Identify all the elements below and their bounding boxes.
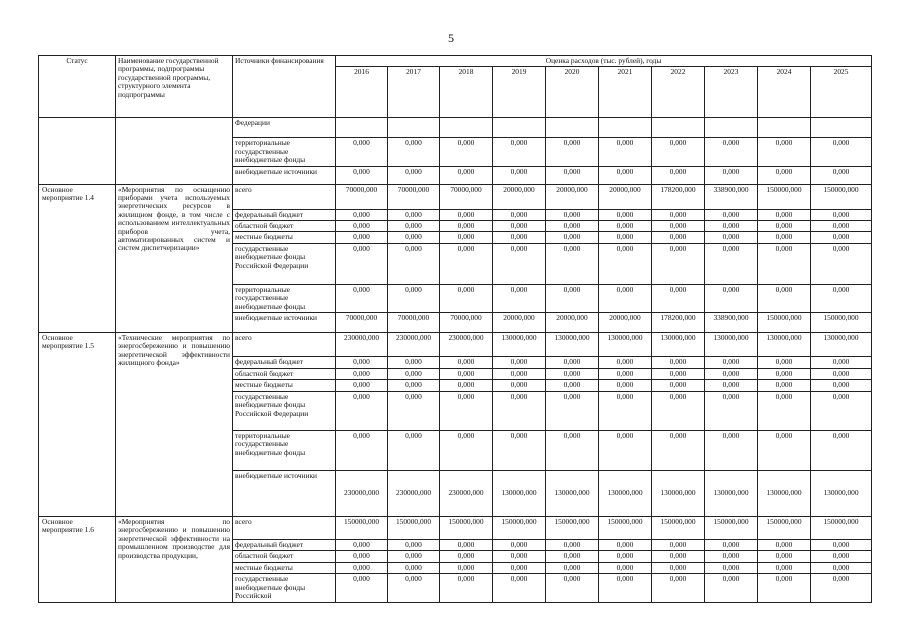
value-cell: 0,000 <box>493 391 546 430</box>
value-cell: 0,000 <box>758 221 811 232</box>
value-cell: 0,000 <box>388 243 440 284</box>
value-cell: 0,000 <box>758 209 811 220</box>
value-cell: 0,000 <box>546 562 599 573</box>
value-cell: 130000,000 <box>705 333 758 357</box>
value-cell <box>546 118 599 138</box>
value-cell: 0,000 <box>811 562 872 573</box>
value-cell: 0,000 <box>705 391 758 430</box>
value-cell <box>652 118 705 138</box>
value-cell: 0,000 <box>440 380 493 391</box>
value-cell: 20000,000 <box>546 313 599 333</box>
value-cell: 0,000 <box>758 574 811 603</box>
value-cell: 0,000 <box>493 232 546 243</box>
expenses-table <box>38 55 872 603</box>
value-cell: 0,000 <box>811 138 872 166</box>
source-label: федеральный бюджет <box>233 209 336 220</box>
name-cell: «Технические мероприятия по энергосбережению и повышению энергетической эффективности жилищного фонда» <box>116 333 233 517</box>
value-cell: 20000,000 <box>599 184 652 209</box>
value-cell: 0,000 <box>336 574 388 603</box>
value-cell: 0,000 <box>599 166 652 184</box>
source-label: внебюджетные источники <box>233 470 336 516</box>
value-cell: 0,000 <box>440 166 493 184</box>
value-cell: 0,000 <box>599 562 652 573</box>
value-cell: 0,000 <box>599 391 652 430</box>
value-cell: 0,000 <box>546 574 599 603</box>
value-cell: 20000,000 <box>546 184 599 209</box>
value-cell: 0,000 <box>336 166 388 184</box>
value-cell: 130000,000 <box>493 470 546 516</box>
value-cell: 0,000 <box>811 209 872 220</box>
header-status: Статус <box>39 56 116 118</box>
value-cell: 0,000 <box>811 574 872 603</box>
value-cell: 0,000 <box>493 551 546 562</box>
value-cell: 20000,000 <box>599 313 652 333</box>
source-label: всего <box>233 333 336 357</box>
value-cell: 230000,000 <box>388 470 440 516</box>
value-cell: 0,000 <box>493 369 546 380</box>
table-row <box>39 184 872 209</box>
source-label: всего <box>233 516 336 539</box>
value-cell <box>440 118 493 138</box>
header-year: 2019 <box>493 67 546 118</box>
value-cell: 0,000 <box>705 243 758 284</box>
value-cell: 0,000 <box>705 430 758 470</box>
value-cell: 0,000 <box>440 138 493 166</box>
value-cell: 0,000 <box>758 369 811 380</box>
value-cell: 0,000 <box>811 380 872 391</box>
value-cell: 0,000 <box>599 243 652 284</box>
status-cell: Основное мероприятие 1.5 <box>39 333 116 517</box>
value-cell: 0,000 <box>758 357 811 369</box>
header-year: 2023 <box>705 67 758 118</box>
source-label: областной бюджет <box>233 221 336 232</box>
value-cell: 0,000 <box>388 551 440 562</box>
value-cell: 0,000 <box>546 209 599 220</box>
value-cell: 130000,000 <box>546 470 599 516</box>
value-cell: 0,000 <box>546 551 599 562</box>
value-cell: 0,000 <box>336 138 388 166</box>
value-cell: 0,000 <box>546 539 599 550</box>
source-label: территориальные государственные внебюджетные фонды <box>233 284 336 312</box>
value-cell: 0,000 <box>546 430 599 470</box>
value-cell: 0,000 <box>758 391 811 430</box>
value-cell: 0,000 <box>546 232 599 243</box>
value-cell: 130000,000 <box>599 470 652 516</box>
status-cell: Основное мероприятие 1.6 <box>39 516 116 602</box>
value-cell: 20000,000 <box>493 313 546 333</box>
value-cell: 20000,000 <box>493 184 546 209</box>
value-cell: 0,000 <box>440 232 493 243</box>
value-cell: 0,000 <box>652 221 705 232</box>
value-cell: 0,000 <box>599 574 652 603</box>
value-cell: 70000,000 <box>440 184 493 209</box>
source-label: местные бюджеты <box>233 380 336 391</box>
value-cell: 150000,000 <box>811 184 872 209</box>
value-cell: 0,000 <box>388 391 440 430</box>
source-label: областной бюджет <box>233 369 336 380</box>
value-cell: 0,000 <box>336 284 388 312</box>
value-cell: 0,000 <box>811 391 872 430</box>
value-cell: 0,000 <box>811 166 872 184</box>
source-label: государственные внебюджетные фонды Российской Федерации <box>233 243 336 284</box>
value-cell: 130000,000 <box>811 333 872 357</box>
value-cell: 0,000 <box>440 284 493 312</box>
table-row <box>39 516 872 539</box>
value-cell: 0,000 <box>388 166 440 184</box>
value-cell: 70000,000 <box>388 313 440 333</box>
name-cell: «Мероприятия по энергосбережению и повышению энергетической эффективности на промышленном производстве для производства продукции, <box>116 516 233 602</box>
value-cell: 0,000 <box>599 380 652 391</box>
value-cell: 178200,000 <box>652 313 705 333</box>
value-cell: 0,000 <box>336 539 388 550</box>
value-cell: 0,000 <box>493 539 546 550</box>
source-label: всего <box>233 184 336 209</box>
value-cell: 130000,000 <box>493 333 546 357</box>
value-cell: 0,000 <box>652 551 705 562</box>
value-cell: 150000,000 <box>440 516 493 539</box>
value-cell: 0,000 <box>546 166 599 184</box>
value-cell: 0,000 <box>493 380 546 391</box>
value-cell: 0,000 <box>705 562 758 573</box>
value-cell: 150000,000 <box>599 516 652 539</box>
value-cell: 0,000 <box>599 221 652 232</box>
value-cell: 230000,000 <box>388 333 440 357</box>
value-cell: 0,000 <box>440 539 493 550</box>
value-cell: 0,000 <box>493 574 546 603</box>
source-label: территориальные государственные внебюджетные фонды <box>233 430 336 470</box>
value-cell: 0,000 <box>652 369 705 380</box>
value-cell: 0,000 <box>336 369 388 380</box>
value-cell: 130000,000 <box>599 333 652 357</box>
value-cell: 0,000 <box>599 209 652 220</box>
value-cell: 150000,000 <box>652 516 705 539</box>
value-cell: 0,000 <box>493 209 546 220</box>
value-cell: 0,000 <box>388 574 440 603</box>
table-row <box>39 118 872 138</box>
value-cell: 0,000 <box>758 138 811 166</box>
value-cell: 130000,000 <box>705 470 758 516</box>
value-cell: 0,000 <box>811 232 872 243</box>
header-year: 2022 <box>652 67 705 118</box>
source-label: областной бюджет <box>233 551 336 562</box>
value-cell: 130000,000 <box>758 333 811 357</box>
value-cell: 178200,000 <box>652 184 705 209</box>
value-cell: 0,000 <box>705 369 758 380</box>
value-cell: 230000,000 <box>440 333 493 357</box>
value-cell: 0,000 <box>811 539 872 550</box>
header-estimate: Оценка расходов (тыс. рублей), годы <box>336 56 872 67</box>
value-cell: 0,000 <box>336 232 388 243</box>
value-cell: 0,000 <box>599 369 652 380</box>
value-cell: 0,000 <box>440 221 493 232</box>
value-cell: 0,000 <box>440 430 493 470</box>
header-year: 2025 <box>811 67 872 118</box>
header-year: 2021 <box>599 67 652 118</box>
value-cell: 70000,000 <box>336 313 388 333</box>
value-cell: 0,000 <box>652 380 705 391</box>
value-cell: 0,000 <box>493 357 546 369</box>
value-cell: 0,000 <box>599 138 652 166</box>
value-cell: 150000,000 <box>811 516 872 539</box>
value-cell: 0,000 <box>652 209 705 220</box>
name-cell: «Мероприятия по оснащению приборами учета используемых энергетических ресурсов в жилищном фонде, в том числе с использованием интеллектуальных приборов учета, автоматизированных систем и систем диспетчеризации» <box>116 184 233 332</box>
value-cell: 0,000 <box>652 562 705 573</box>
name-cell <box>116 118 233 184</box>
header-row <box>39 56 872 67</box>
value-cell: 150000,000 <box>758 184 811 209</box>
header-year: 2016 <box>336 67 388 118</box>
value-cell: 230000,000 <box>440 470 493 516</box>
value-cell: 0,000 <box>336 430 388 470</box>
value-cell: 150000,000 <box>336 516 388 539</box>
value-cell: 130000,000 <box>811 470 872 516</box>
value-cell: 0,000 <box>758 284 811 312</box>
value-cell: 0,000 <box>388 369 440 380</box>
status-cell <box>39 118 116 184</box>
value-cell: 0,000 <box>705 551 758 562</box>
value-cell: 0,000 <box>811 551 872 562</box>
value-cell: 0,000 <box>440 209 493 220</box>
value-cell: 0,000 <box>546 284 599 312</box>
header-year: 2018 <box>440 67 493 118</box>
value-cell <box>811 118 872 138</box>
value-cell: 0,000 <box>652 357 705 369</box>
value-cell: 0,000 <box>440 357 493 369</box>
value-cell: 150000,000 <box>811 313 872 333</box>
value-cell: 0,000 <box>388 209 440 220</box>
value-cell: 0,000 <box>652 138 705 166</box>
value-cell: 0,000 <box>493 138 546 166</box>
value-cell: 0,000 <box>388 357 440 369</box>
value-cell: 0,000 <box>493 243 546 284</box>
value-cell: 0,000 <box>758 166 811 184</box>
value-cell: 0,000 <box>493 430 546 470</box>
value-cell: 0,000 <box>758 380 811 391</box>
value-cell: 0,000 <box>546 369 599 380</box>
value-cell: 0,000 <box>705 357 758 369</box>
value-cell: 0,000 <box>652 574 705 603</box>
value-cell: 0,000 <box>811 221 872 232</box>
source-label: Федерации <box>233 118 336 138</box>
value-cell: 0,000 <box>440 551 493 562</box>
source-label: федеральный бюджет <box>233 539 336 550</box>
value-cell: 0,000 <box>758 430 811 470</box>
value-cell: 0,000 <box>599 357 652 369</box>
value-cell: 0,000 <box>388 232 440 243</box>
source-label: территориальные государственные внебюджетные фонды <box>233 138 336 166</box>
value-cell: 0,000 <box>811 243 872 284</box>
table-body <box>39 56 872 603</box>
value-cell: 0,000 <box>758 551 811 562</box>
value-cell: 0,000 <box>388 430 440 470</box>
value-cell: 230000,000 <box>336 333 388 357</box>
value-cell: 0,000 <box>758 232 811 243</box>
source-label: федеральный бюджет <box>233 357 336 369</box>
value-cell: 0,000 <box>440 391 493 430</box>
value-cell: 0,000 <box>599 539 652 550</box>
value-cell: 0,000 <box>705 539 758 550</box>
value-cell: 0,000 <box>336 551 388 562</box>
header-year: 2020 <box>546 67 599 118</box>
value-cell: 0,000 <box>652 166 705 184</box>
value-cell: 0,000 <box>493 284 546 312</box>
value-cell: 70000,000 <box>388 184 440 209</box>
header-year: 2024 <box>758 67 811 118</box>
value-cell: 0,000 <box>705 138 758 166</box>
value-cell: 0,000 <box>388 138 440 166</box>
value-cell: 0,000 <box>336 209 388 220</box>
source-label: местные бюджеты <box>233 232 336 243</box>
value-cell: 150000,000 <box>758 313 811 333</box>
value-cell: 0,000 <box>546 243 599 284</box>
value-cell: 0,000 <box>440 574 493 603</box>
header-sources: Источники финансирования <box>233 56 336 118</box>
value-cell: 0,000 <box>758 243 811 284</box>
value-cell: 0,000 <box>493 166 546 184</box>
value-cell: 150000,000 <box>493 516 546 539</box>
value-cell: 0,000 <box>336 380 388 391</box>
page-number: 5 <box>448 31 454 45</box>
value-cell: 0,000 <box>388 539 440 550</box>
header-year: 2017 <box>388 67 440 118</box>
source-label: государственные внебюджетные фонды Российской Федерации <box>233 391 336 430</box>
value-cell: 0,000 <box>440 369 493 380</box>
value-cell: 0,000 <box>705 574 758 603</box>
value-cell <box>336 118 388 138</box>
value-cell <box>388 118 440 138</box>
value-cell: 0,000 <box>388 380 440 391</box>
value-cell: 338900,000 <box>705 184 758 209</box>
value-cell: 0,000 <box>336 243 388 284</box>
status-cell: Основное мероприятие 1.4 <box>39 184 116 332</box>
value-cell: 0,000 <box>652 430 705 470</box>
value-cell <box>705 118 758 138</box>
value-cell: 0,000 <box>599 284 652 312</box>
source-label: государственные внебюджетные фонды Российской <box>233 574 336 603</box>
value-cell: 0,000 <box>599 232 652 243</box>
value-cell: 0,000 <box>546 221 599 232</box>
value-cell: 0,000 <box>493 221 546 232</box>
value-cell: 70000,000 <box>440 313 493 333</box>
value-cell: 0,000 <box>811 357 872 369</box>
value-cell: 0,000 <box>546 138 599 166</box>
value-cell: 0,000 <box>652 539 705 550</box>
value-cell: 150000,000 <box>705 516 758 539</box>
value-cell: 0,000 <box>336 391 388 430</box>
value-cell: 130000,000 <box>652 470 705 516</box>
value-cell: 0,000 <box>546 391 599 430</box>
value-cell: 70000,000 <box>336 184 388 209</box>
value-cell: 0,000 <box>652 391 705 430</box>
value-cell: 0,000 <box>652 243 705 284</box>
value-cell: 150000,000 <box>388 516 440 539</box>
value-cell: 0,000 <box>705 232 758 243</box>
value-cell <box>758 118 811 138</box>
value-cell: 0,000 <box>652 284 705 312</box>
value-cell: 0,000 <box>705 209 758 220</box>
source-label: внебюджетные источники <box>233 166 336 184</box>
value-cell: 0,000 <box>546 357 599 369</box>
value-cell: 0,000 <box>388 562 440 573</box>
value-cell: 0,000 <box>705 380 758 391</box>
value-cell: 0,000 <box>440 562 493 573</box>
value-cell: 0,000 <box>705 166 758 184</box>
value-cell: 0,000 <box>493 562 546 573</box>
value-cell: 130000,000 <box>652 333 705 357</box>
value-cell <box>599 118 652 138</box>
value-cell: 0,000 <box>336 562 388 573</box>
value-cell: 0,000 <box>811 284 872 312</box>
value-cell: 150000,000 <box>758 516 811 539</box>
value-cell: 0,000 <box>811 369 872 380</box>
value-cell: 0,000 <box>652 232 705 243</box>
value-cell: 130000,000 <box>546 333 599 357</box>
value-cell: 130000,000 <box>758 470 811 516</box>
value-cell: 0,000 <box>758 539 811 550</box>
value-cell: 0,000 <box>705 221 758 232</box>
value-cell: 0,000 <box>705 284 758 312</box>
value-cell: 230000,000 <box>336 470 388 516</box>
source-label: местные бюджеты <box>233 562 336 573</box>
value-cell: 0,000 <box>388 221 440 232</box>
value-cell: 0,000 <box>546 380 599 391</box>
value-cell: 0,000 <box>388 284 440 312</box>
value-cell: 338900,000 <box>705 313 758 333</box>
value-cell: 0,000 <box>599 430 652 470</box>
header-name: Наименование государственной программы, подпрограммы государственной программы, структурного элемента подпрограммы <box>116 56 233 118</box>
value-cell: 0,000 <box>599 551 652 562</box>
value-cell: 0,000 <box>336 221 388 232</box>
value-cell: 0,000 <box>440 243 493 284</box>
value-cell <box>493 118 546 138</box>
value-cell: 0,000 <box>758 562 811 573</box>
value-cell: 150000,000 <box>546 516 599 539</box>
source-label: внебюджетные источники <box>233 313 336 333</box>
value-cell: 0,000 <box>336 357 388 369</box>
value-cell: 0,000 <box>811 430 872 470</box>
table-row <box>39 333 872 357</box>
